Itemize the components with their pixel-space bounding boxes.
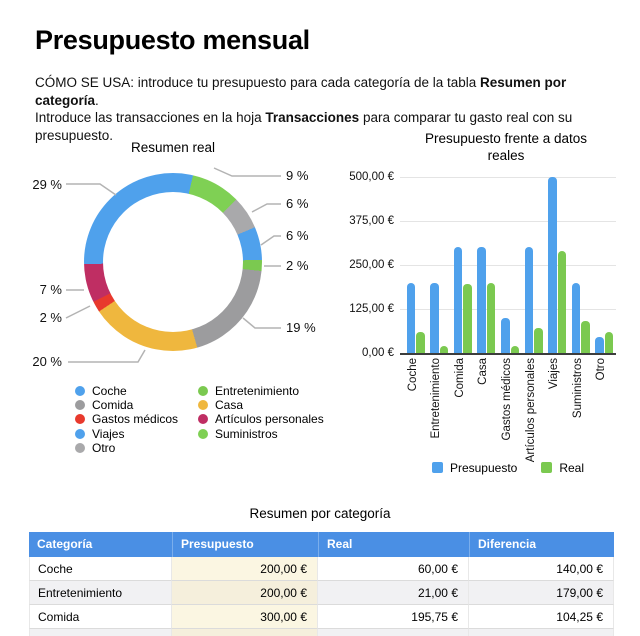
intro-plain-text: para comparar tu gasto real con su — [359, 110, 573, 125]
legend-color-dot — [198, 400, 208, 410]
bar-presupuesto[interactable] — [595, 337, 604, 353]
bar-chart-title — [400, 130, 612, 164]
legend-label: Suministros — [215, 426, 278, 441]
x-axis-category-label: Suministros — [571, 358, 584, 419]
donut-callout-label: 2 % — [286, 258, 309, 273]
legend-item — [75, 441, 178, 454]
bar-real[interactable] — [463, 284, 472, 353]
legend-label: Viajes — [92, 426, 125, 441]
page-title: Presupuesto mensual — [35, 25, 310, 55]
cell-diferencia[interactable]: 104,25 € — [469, 605, 614, 629]
cell-diferencia[interactable]: 140,00 € — [469, 557, 614, 581]
bar-chart-title-line1: Presupuesto frente a datos — [424, 131, 588, 146]
bar-chart-title-line2: reales — [487, 148, 525, 163]
x-axis-category-label: Viajes — [548, 358, 561, 390]
table-row — [29, 581, 614, 605]
donut-callout-label: 29 % — [32, 177, 62, 192]
legend-color-dot — [75, 400, 85, 410]
header-cell-real[interactable]: Real — [318, 532, 469, 557]
legend-item — [541, 461, 584, 474]
legend-item — [198, 427, 324, 440]
x-axis-category-label: Coche — [406, 358, 419, 392]
donut-callout-label: 20 % — [32, 354, 62, 369]
legend-color-dot — [198, 386, 208, 396]
cell-presupuesto[interactable]: 200,00 € — [172, 557, 318, 581]
x-axis-category-label: Casa — [477, 358, 490, 385]
x-axis-category-label: Artículos personales — [524, 358, 537, 463]
y-axis-tick-label: 250,00 € — [349, 259, 394, 271]
bar-real[interactable] — [605, 332, 614, 353]
table-title: Resumen por categoría — [249, 506, 391, 521]
donut-callout-label: 2 % — [39, 310, 62, 325]
y-axis-tick-label: 125,00 € — [349, 303, 394, 315]
table-header-row — [29, 532, 614, 557]
bar-chart-legend — [402, 461, 614, 474]
cell-real[interactable] — [318, 629, 469, 636]
donut-callout-label: 7 % — [39, 282, 62, 297]
cell-presupuesto[interactable]: 200,00 € — [172, 581, 318, 605]
legend-label: Gastos médicos — [92, 412, 179, 427]
cell-real[interactable]: 195,75 € — [318, 605, 469, 629]
legend-color-swatch — [541, 462, 552, 473]
x-axis-category-label: Entretenimiento — [430, 358, 443, 439]
bar-real[interactable] — [558, 251, 567, 353]
bar-presupuesto[interactable] — [548, 177, 557, 353]
legend-color-dot — [198, 429, 208, 439]
table-row — [29, 629, 614, 636]
cell-categoria[interactable]: Comida — [29, 605, 172, 629]
x-axis-category-label: Comida — [453, 358, 466, 398]
legend-label: Coche — [92, 383, 127, 398]
legend-item — [198, 398, 324, 411]
cell-diferencia[interactable]: 179,00 € — [469, 581, 614, 605]
legend-color-dot — [75, 386, 85, 396]
header-cell-categoria[interactable]: Categoría — [29, 532, 172, 557]
intro-plain-text: CÓMO SE USA: introduce tu presupuesto para cada categoría de la tabla — [35, 75, 480, 90]
cell-diferencia[interactable] — [469, 629, 614, 636]
legend-label: Real — [559, 460, 585, 475]
legend-item — [75, 413, 178, 426]
legend-color-dot — [198, 414, 208, 424]
legend-label: Casa — [215, 397, 244, 412]
bar-real[interactable] — [440, 346, 449, 353]
header-cell-presupuesto[interactable]: Presupuesto — [172, 532, 318, 557]
legend-item — [198, 384, 324, 397]
bar-presupuesto[interactable] — [430, 283, 439, 353]
cell-real[interactable]: 21,00 € — [318, 581, 469, 605]
cell-categoria[interactable]: Coche — [29, 557, 172, 581]
bar-real[interactable] — [487, 283, 496, 353]
gridline — [400, 177, 616, 178]
legend-color-dot — [75, 414, 85, 424]
donut-callout-label: 6 % — [286, 196, 309, 211]
bar-presupuesto[interactable] — [477, 247, 486, 353]
cell-presupuesto[interactable] — [172, 629, 318, 636]
x-axis-category-label: Gastos médicos — [501, 358, 513, 441]
gridline — [400, 265, 616, 266]
table-row — [29, 557, 614, 581]
y-axis-tick-label: 500,00 € — [349, 171, 394, 183]
legend-label: Presupuesto — [449, 460, 518, 475]
donut-callout-label: 6 % — [286, 228, 309, 243]
table-row — [29, 605, 614, 629]
intro-bold-text: Transacciones — [265, 110, 360, 125]
intro-bold-text: Resumen por categoría — [35, 75, 567, 108]
donut-legend-column-1 — [75, 384, 178, 454]
donut-chart-title: Resumen real — [130, 140, 216, 155]
legend-label: Artículos personales — [215, 412, 324, 427]
bar-real[interactable] — [534, 328, 543, 353]
x-axis-category-label: Otro — [595, 358, 608, 381]
cell-real[interactable]: 60,00 € — [318, 557, 469, 581]
bar-real[interactable] — [581, 321, 590, 353]
bar-presupuesto[interactable] — [454, 247, 463, 353]
cell-presupuesto[interactable]: 300,00 € — [172, 605, 318, 629]
gridline — [400, 221, 616, 222]
bar-presupuesto[interactable] — [525, 247, 534, 353]
y-axis-tick-label: 0,00 € — [362, 347, 394, 359]
legend-item — [432, 461, 517, 474]
legend-item — [75, 398, 178, 411]
y-axis-tick-label: 375,00 € — [349, 215, 394, 227]
cell-categoria[interactable]: Entretenimiento — [29, 581, 172, 605]
legend-label: Comida — [92, 397, 134, 412]
intro-plain-text: presupuesto. — [35, 127, 114, 143]
donut-callout-label: 19 % — [286, 320, 316, 335]
legend-item — [75, 384, 178, 397]
bar-presupuesto[interactable] — [572, 283, 581, 353]
summary-table — [29, 532, 614, 636]
bar-real[interactable] — [416, 332, 425, 353]
donut-callout-label: 9 % — [286, 168, 309, 183]
intro-line — [35, 74, 620, 109]
legend-item — [198, 413, 324, 426]
x-axis-line — [400, 353, 616, 355]
legend-item — [75, 427, 178, 440]
intro-line — [35, 109, 620, 127]
bar-presupuesto[interactable] — [501, 318, 510, 353]
legend-color-dot — [75, 443, 85, 453]
bar-presupuesto[interactable] — [407, 283, 416, 353]
bar-real[interactable] — [511, 346, 520, 353]
legend-label: Entretenimiento — [215, 383, 300, 398]
legend-color-swatch — [432, 462, 443, 473]
donut-legend-column-2 — [198, 384, 324, 440]
legend-color-dot — [75, 429, 85, 439]
cell-categoria[interactable] — [29, 629, 172, 636]
intro-plain-text: . — [95, 92, 99, 108]
intro-plain-text: Introduce las transacciones en la hoja — [35, 110, 266, 125]
legend-label: Otro — [92, 440, 116, 455]
header-cell-diferencia[interactable]: Diferencia — [469, 532, 614, 557]
